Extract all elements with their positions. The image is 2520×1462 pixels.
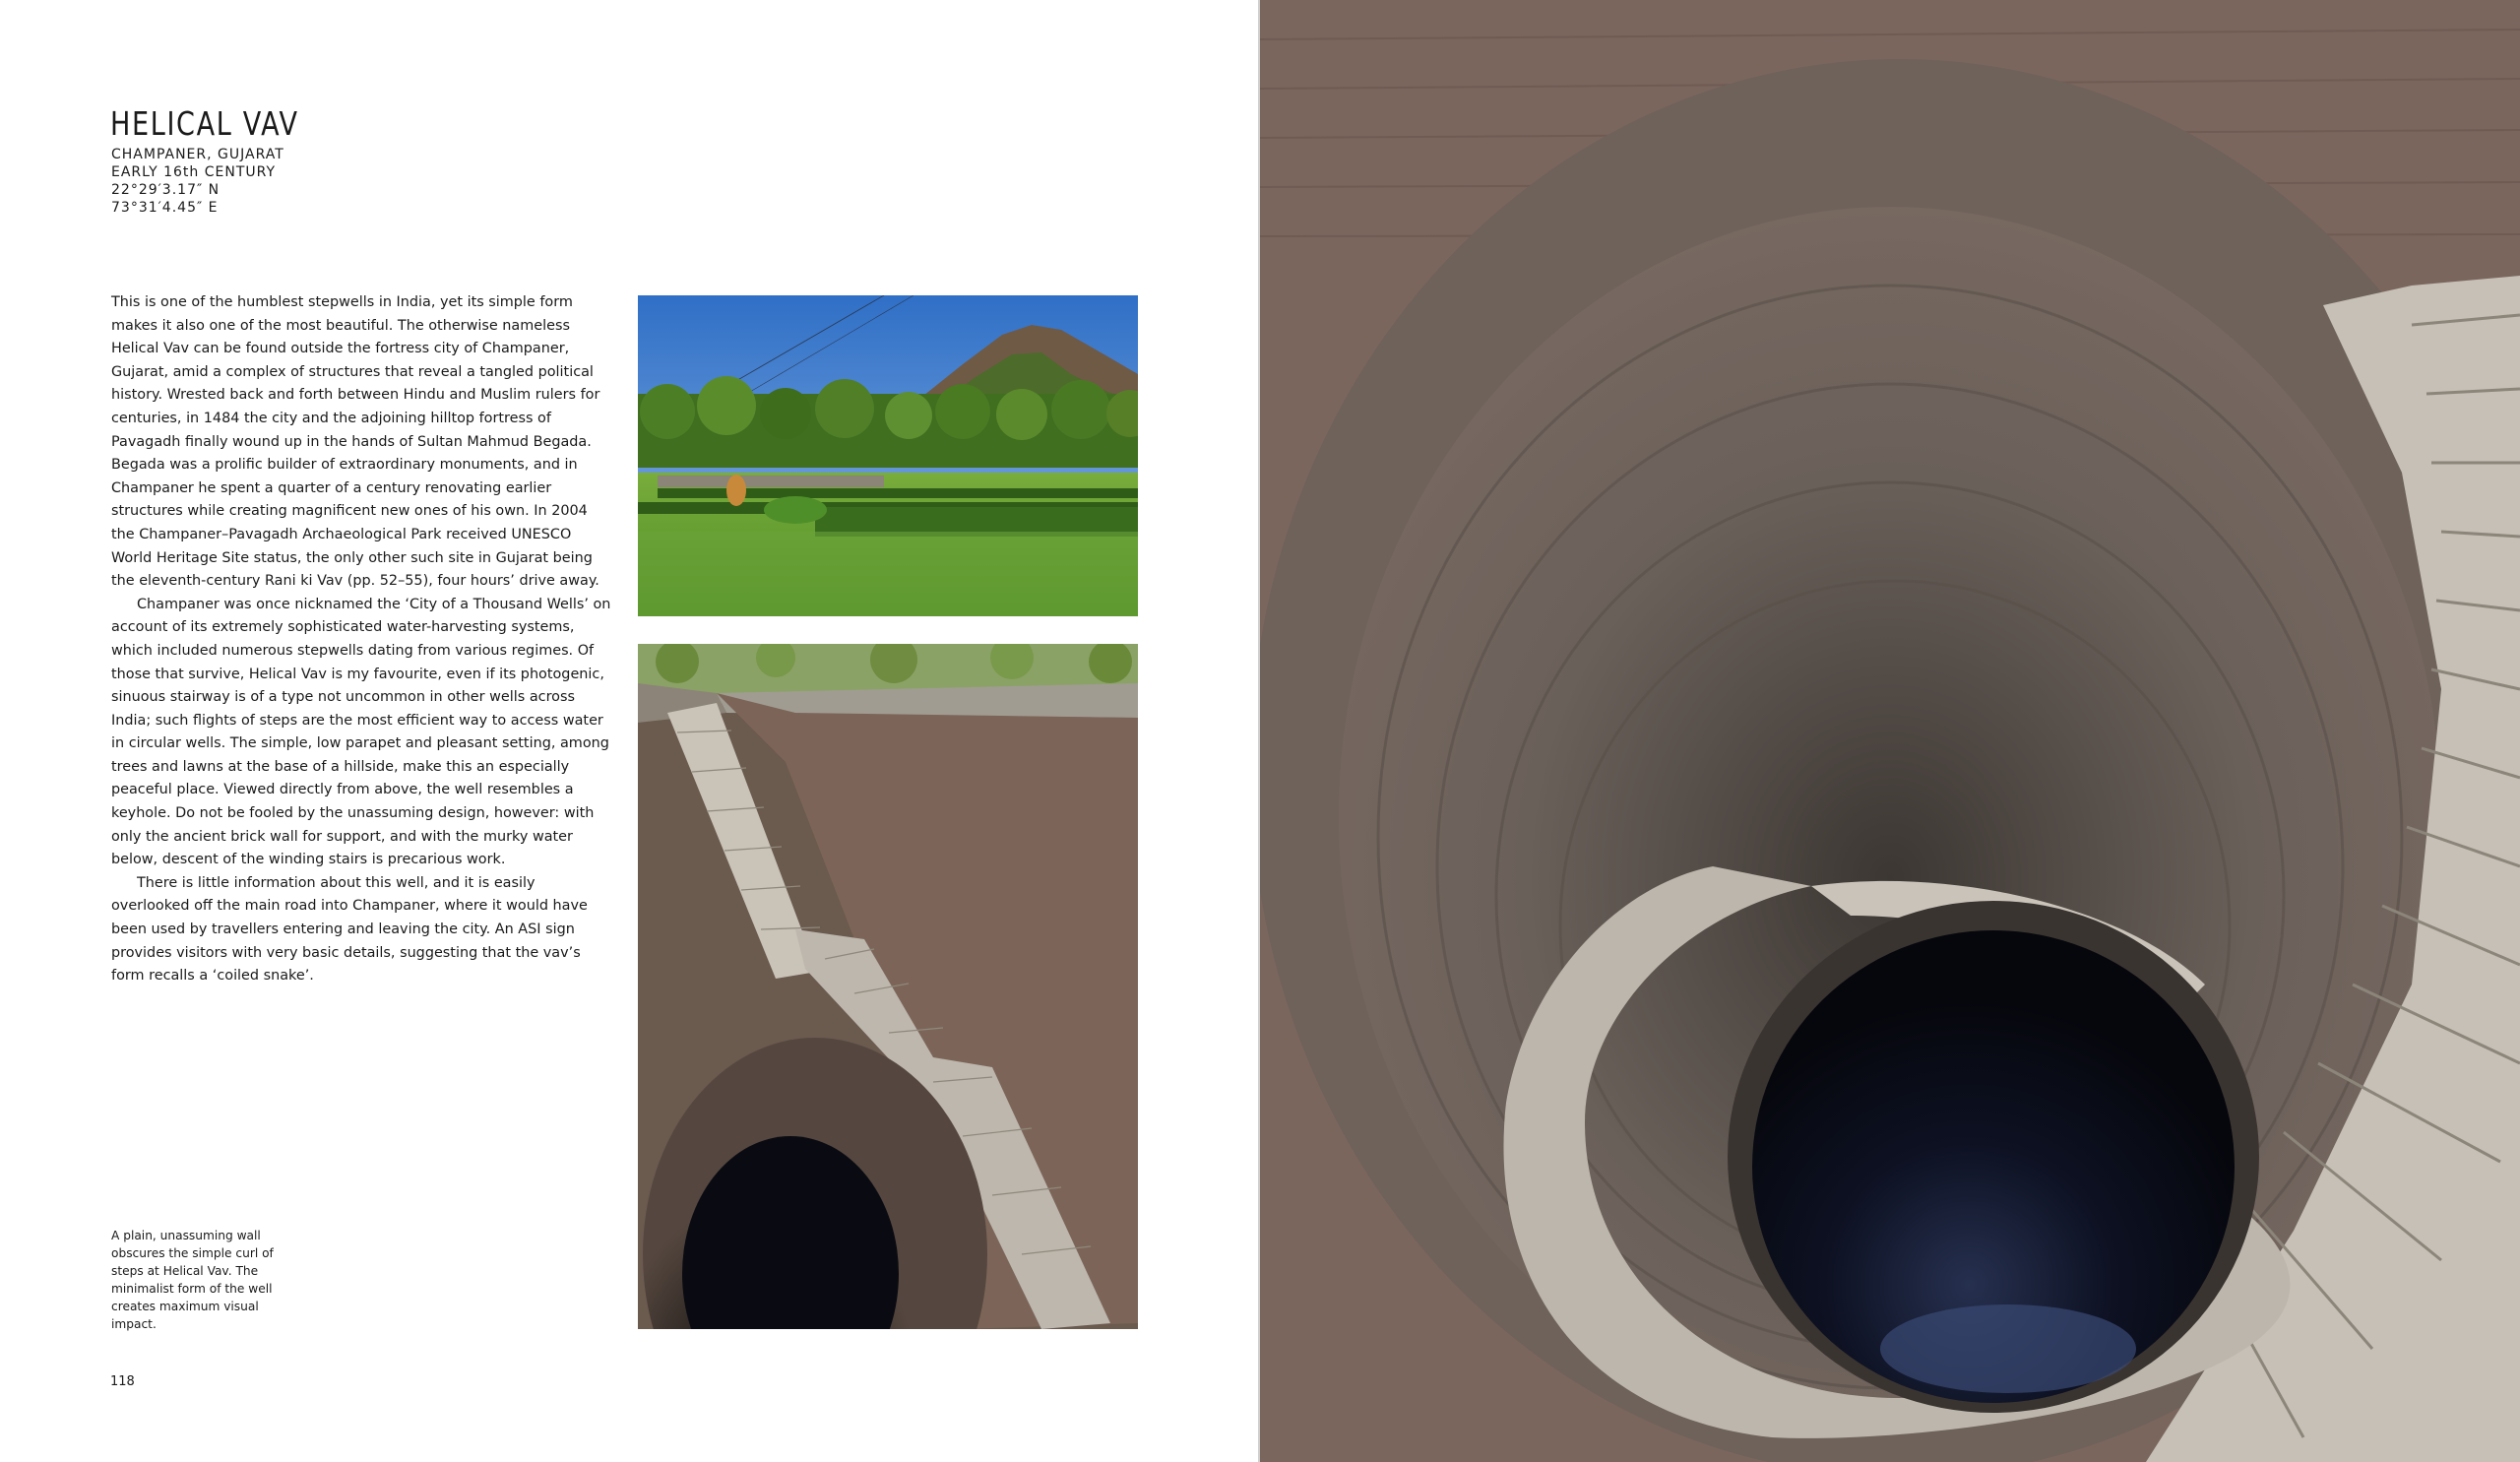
stepwell-wall-photo	[638, 644, 1138, 1329]
longitude-text: 73°31′4.45″ E	[111, 200, 219, 216]
body-paragraph-3: There is little information about this well, and it is easily overlooked off the main road into Champaner, where it would have been used by travellers entering and leaving the city. An ASI sign provides visitors with very basic details, suggesting that the vav’s form recalls a ‘coiled snake’.	[111, 874, 588, 985]
photo-caption: A plain, unassuming wall obscures the simple curl of steps at Helical Vav. The minimalist form of the well creates maximum visual impact.	[111, 1229, 274, 1331]
location-text: CHAMPANER, GUJARAT	[111, 147, 284, 162]
page-number: 118	[110, 1374, 135, 1389]
site-metadata	[111, 146, 284, 217]
park-landscape-photo	[638, 295, 1138, 616]
page-title: HELICAL VAV	[110, 104, 299, 143]
stepwell-aerial-photo	[1260, 0, 2520, 1462]
body-paragraph-1: This is one of the humblest stepwells in India, yet its simple form makes it also one of the most beautiful. The otherwise nameless Helical Vav can be found outside the fortress city of Champaner, Gujarat, amid a complex of structures that reveal a tangled political history. Wrested back and forth between Hindu and Muslim rulers for centuries, in 1484 the city and the adjoining hilltop fortress of Pavagadh finally wound up in the hands of Sultan Mahmud Begada. Begada was a prolific builder of extraordinary monuments, and in Champaner he spent a quarter of a century renovating earlier structures while creating magnificent new ones of his own. In 2004 the Champaner–Pavagadh Archaeological Park received UNESCO World Heritage Site status, the only other such site in Gujarat being the eleventh-century Rani ki Vav (pp. 52–55), four hours’ drive away.	[111, 294, 600, 590]
body-paragraph-2: Champaner was once nicknamed the ‘City of a Thousand Wells’ on account of its extremely sophisticated water-harvesting systems, which included numerous stepwells dating from various regimes. Of those that survive, Helical Vav is my favourite, even if its photogenic, sinuous stairway is of a type not uncommon in other wells across India; such flights of steps are the most efficient way to access water in circular wells. The simple, low parapet and pleasant setting, among trees and lawns at the base of a hillside, make this an especially peaceful place. Viewed directly from above, the well resembles a keyhole. Do not be fooled by the unassuming design, however: with only the ancient brick wall for support, and with the murky water below, descent of the winding stairs is precarious work.	[111, 596, 611, 868]
latitude-text: 22°29′3.17″ N	[111, 182, 220, 198]
body-text	[111, 291, 613, 988]
date-text: EARLY 16th CENTURY	[111, 164, 276, 180]
